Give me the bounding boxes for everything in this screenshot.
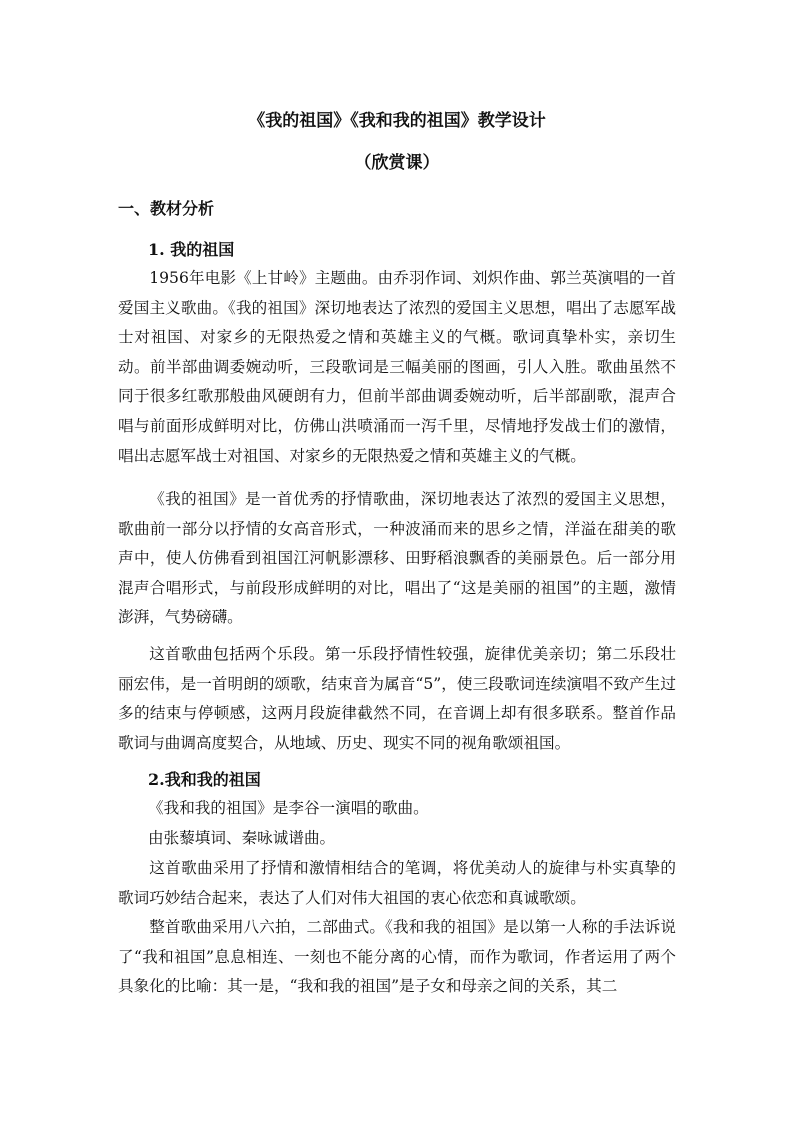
paragraph: 这首歌曲采用了抒情和激情相结合的笔调，将优美动人的旋律与朴实真挚的歌词巧妙结合起来，表达了人们对伟大祖国的衷心依恋和真诚歌颂。 [118,859,676,907]
document-title: 《我的祖国》《我和我的祖国》教学设计 [248,111,546,131]
subsection-heading-my-motherland: 1. 我的祖国 [148,240,235,259]
subsection-heading-me-and-my-motherland: 2.我和我的祖国 [148,770,261,789]
paragraph: 整首歌曲采用八六拍，二部曲式。《我和我的祖国》是以第一人称的手法诉说了“我和祖国”息息相连、一刻也不能分离的心情，而作为歌词，作者运用了两个具象化的比喻：其一是，“我和我的祖国”是子女和母亲之间的关系，其二 [118,918,676,996]
paragraph-line: 由张藜填词、秦咏诚谱曲。 [148,829,336,847]
paragraph: 《我的祖国》是一首优秀的抒情歌曲，深切地表达了浓烈的爱国主义思想，歌曲前一部分以抒情的女高音形式，一种波涌而来的思乡之情，洋溢在甜美的歌声中，使人仿佛看到祖国江河帆影漂移、田野稻浪飘香的美丽景色。后一部分用混声合唱形式，与前段形成鲜明的对比，唱出了“这是美丽的祖国”的主题，激情澎湃，气势磅礴。 [118,490,676,627]
paragraph-line: 《我和我的祖国》是李谷一演唱的歌曲。 [148,799,429,817]
paragraph: 1956年电影《上甘岭》主题曲。由乔羽作词、刘炽作曲、郭兰英演唱的一首爱国主义歌曲。《我的祖国》深切地表达了浓烈的爱国主义思想，唱出了志愿军战士对祖国、对家乡的无限热爱之情和英雄主义的气概。歌词真挚朴实，亲切生动。前半部曲调委婉动听，三段歌词是三幅美丽的图画，引人入胜。歌曲虽然不同于很多红歌那般曲风硬朗有力，但前半部曲调委婉动听，后半部副歌，混声合唱与前面形成鲜明对比，仿佛山洪喷涌而一泻千里，尽情地抒发战士们的激情，唱出志愿军战士对祖国、对家乡的无限热爱之情和英雄主义的气概。 [118,269,676,465]
document-subtitle: （欣赏课） [354,153,440,173]
section-heading-textbook-analysis: 一、教材分析 [118,199,215,218]
paragraph: 这首歌曲包括两个乐段。第一乐段抒情性较强，旋律优美亲切；第二乐段壮丽宏伟，是一首明朗的颂歌，结束音为属音“5”，使三段歌词连续演唱不致产生过多的结束与停顿感，这两月段旋律截然不同，在音调上却有很多联系。整首作品歌词与曲调高度契合，从地域、历史、现实不同的视角歌颂祖国。 [118,645,676,752]
